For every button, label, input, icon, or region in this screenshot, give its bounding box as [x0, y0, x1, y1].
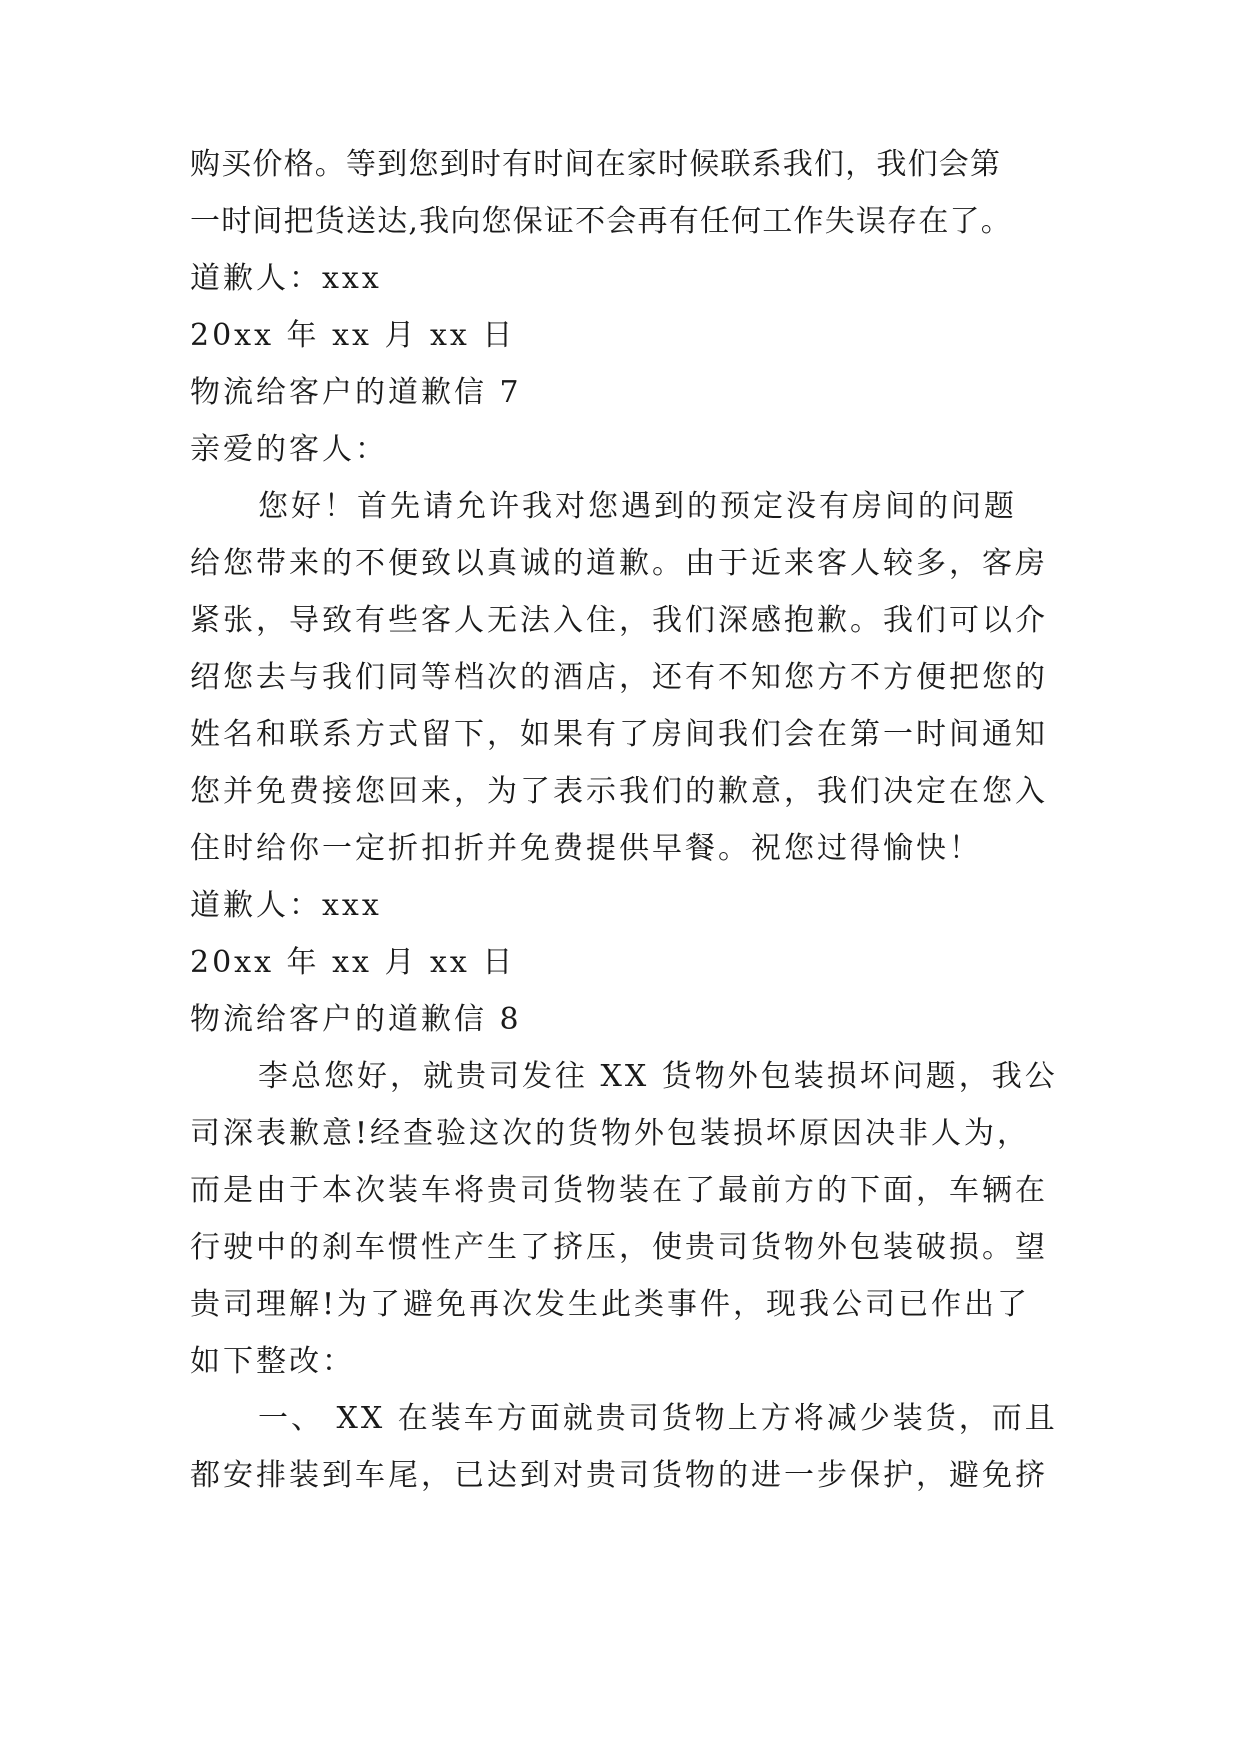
paragraph-line: 李总您好，就贵司发往 XX 货物外包装损坏问题，我公 [258, 1059, 1058, 1094]
date-line: 20xx 年 xx 月 xx 日 [190, 945, 516, 980]
date-line: 20xx 年 xx 月 xx 日 [190, 318, 516, 353]
paragraph-line: 姓名和联系方式留下，如果有了房间我们会在第一时间通知 [190, 717, 1048, 752]
paragraph-line: 紧张，导致有些客人无法入住，我们深感抱歉。我们可以介 [190, 603, 1048, 638]
list-item-line: 都安排装到车尾，已达到对贵司货物的进一步保护，避免挤 [190, 1458, 1048, 1493]
paragraph-line: 行驶中的刹车惯性产生了挤压，使贵司货物外包装破损。望 [190, 1230, 1048, 1265]
signature-line: 道歉人：xxx [190, 261, 382, 296]
section-title: 物流给客户的道歉信 7 [190, 375, 522, 410]
section-title: 物流给客户的道歉信 8 [190, 1002, 522, 1037]
paragraph-line: 绍您去与我们同等档次的酒店，还有不知您方不方便把您的 [190, 660, 1048, 695]
salutation: 亲爱的客人： [190, 432, 388, 467]
paragraph-line: 而是由于本次装车将贵司货物装在了最前方的下面，车辆在 [190, 1173, 1048, 1208]
paragraph-line: 贵司理解!为了避免再次发生此类事件，现我公司已作出了 [190, 1287, 1031, 1322]
paragraph-line: 您好！首先请允许我对您遇到的预定没有房间的问题 [258, 489, 1017, 524]
paragraph-line: 您并免费接您回来，为了表示我们的歉意，我们决定在您入 [190, 774, 1048, 809]
list-item-line: 一、 XX 在装车方面就贵司货物上方将减少装货，而且 [258, 1401, 1058, 1436]
signature-line: 道歉人：xxx [190, 888, 382, 923]
paragraph-line: 购买价格。等到您到时有时间在家时候联系我们，我们会第 [190, 147, 1002, 182]
paragraph-line: 如下整改： [190, 1344, 355, 1379]
paragraph-line: 给您带来的不便致以真诚的道歉。由于近来客人较多，客房 [190, 546, 1048, 581]
paragraph-line: 一时间把货送达,我向您保证不会再有任何工作失误存在了。 [190, 204, 1012, 239]
paragraph-line: 住时给你一定折扣折并免费提供早餐。祝您过得愉快！ [190, 831, 982, 866]
paragraph-line: 司深表歉意!经查验这次的货物外包装损坏原因决非人为， [190, 1116, 1031, 1151]
